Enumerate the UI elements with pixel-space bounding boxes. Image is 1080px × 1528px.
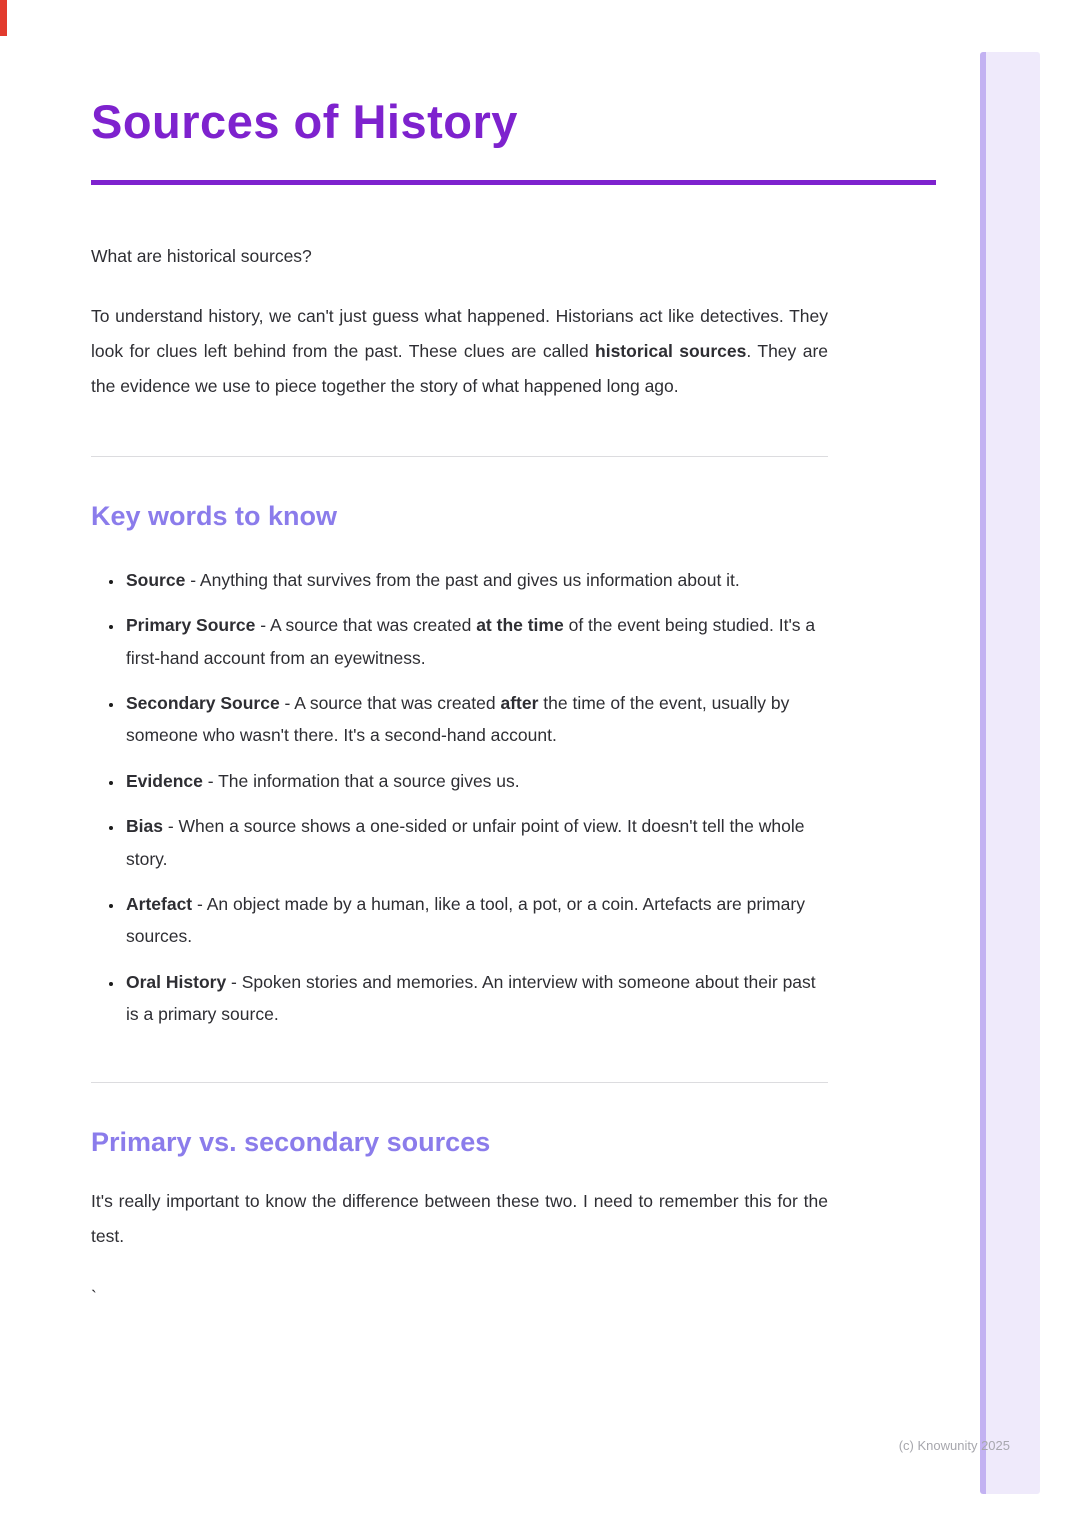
intro-paragraph: To understand history, we can't just guess what happened. Historians act like detectives. They look for clues left behind from the past. These clues are called historical sources. They are the evidence we use to piece together the story of what happened long ago. (91, 305, 829, 396)
keyword-item-primary-source: • Primary Source - A source that was created at the time of the event being studied. It's a first-hand account from an eyewitness. (124, 609, 828, 674)
comparison-heading: Primary vs. secondary sources (91, 1127, 491, 1158)
intro-question: What are historical sources? (91, 245, 312, 266)
keyword-item-source: • Source - Anything that survives from the past and gives us information about it. (124, 564, 828, 596)
keywords-heading: Key words to know (91, 500, 338, 531)
title-rule (91, 180, 936, 185)
page-title: Sources of History (91, 95, 518, 148)
keyword-item-artefact: • Artefact - An object made by a human, like a tool, a pot, or a coin. Artefacts are primary sources. (124, 888, 828, 953)
text-column (91, 243, 828, 1311)
section-divider-2 (91, 1082, 828, 1083)
keyword-item-bias: • Bias - When a source shows a one-sided or unfair point of view. It doesn't tell the whole story. (124, 810, 828, 875)
section-divider (91, 456, 828, 457)
keyword-item-evidence: • Evidence - The information that a source gives us. (124, 765, 828, 797)
stray-backtick: ` (91, 1287, 97, 1308)
footer-copyright: (c) Knowunity 2025 (898, 1438, 1010, 1453)
comparison-paragraph: It's really important to know the difference between these two. I need to remember this for the test. (91, 1191, 828, 1247)
keyword-list (91, 564, 828, 1031)
side-rail (980, 52, 1040, 1494)
keyword-item-secondary-source: • Secondary Source - A source that was created after the time of the event, usually by someone who wasn't there. It's a second-hand account. (124, 687, 828, 752)
keyword-item-oral-history: • Oral History - Spoken stories and memories. An interview with someone about their past is a primary source. (124, 966, 828, 1031)
